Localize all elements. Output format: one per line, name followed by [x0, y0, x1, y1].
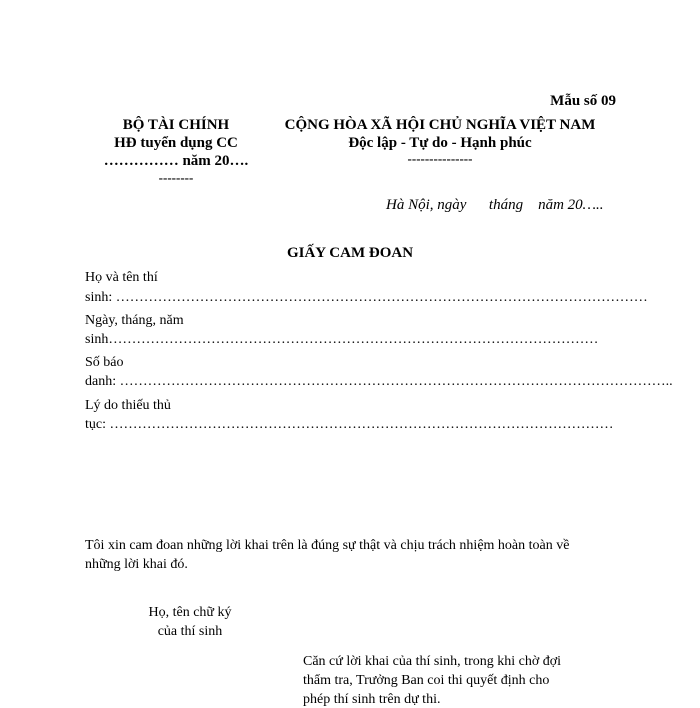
field-label-birth-date: Ngày, tháng, năm — [85, 313, 184, 328]
field-label-candidate-number: Số báo — [85, 355, 124, 370]
left-header-divider: -------- — [158, 170, 194, 185]
right-header-divider: --------------- — [407, 151, 473, 166]
year-line: …………… năm 20…. — [103, 153, 249, 169]
note-line-3: phép thí sinh trên dự thi. — [303, 692, 441, 707]
field-line-candidate-number: danh: ……………………………………………………………………………………………………….. — [85, 374, 673, 389]
field-line-missing-reason: tục: ……………………………………………………………………………………………… — [85, 417, 614, 432]
nation-title: CỘNG HÒA XÃ HỘI CHỦ NGHĨA VIỆT NAM — [284, 117, 596, 133]
signature-label-1: Họ, tên chữ ký — [148, 605, 232, 620]
field-label-full-name: Họ và tên thí — [85, 270, 158, 285]
signature-label-2: của thí sinh — [157, 624, 223, 639]
field-line-full-name: sinh: …………………………………………………………………………………………………… — [85, 290, 648, 305]
nation-motto: Độc lập - Tự do - Hạnh phúc — [348, 135, 532, 151]
field-label-missing-reason: Lý do thiếu thủ — [85, 398, 171, 413]
note-line-1: Căn cứ lời khai của thí sinh, trong khi chờ đợi — [303, 654, 562, 669]
ministry-name: BỘ TÀI CHÍNH — [122, 117, 230, 133]
note-line-2: thẩm tra, Trưởng Ban coi thi quyết định cho — [303, 673, 550, 688]
document-title: GIẤY CAM ĐOAN — [286, 245, 414, 261]
place-date: Hà Nội, ngày tháng năm 20….. — [386, 197, 604, 213]
form-number: Mẫu số 09 — [550, 93, 616, 109]
council-name: HĐ tuyển dụng CC — [114, 135, 238, 151]
declaration-line-2: những lời khai đó. — [85, 557, 188, 572]
field-line-birth-date: sinh…………………………………………………………………………………………… — [85, 332, 599, 347]
declaration-line-1: Tôi xin cam đoan những lời khai trên là đúng sự thật và chịu trách nhiệm hoàn toàn về — [85, 538, 570, 553]
